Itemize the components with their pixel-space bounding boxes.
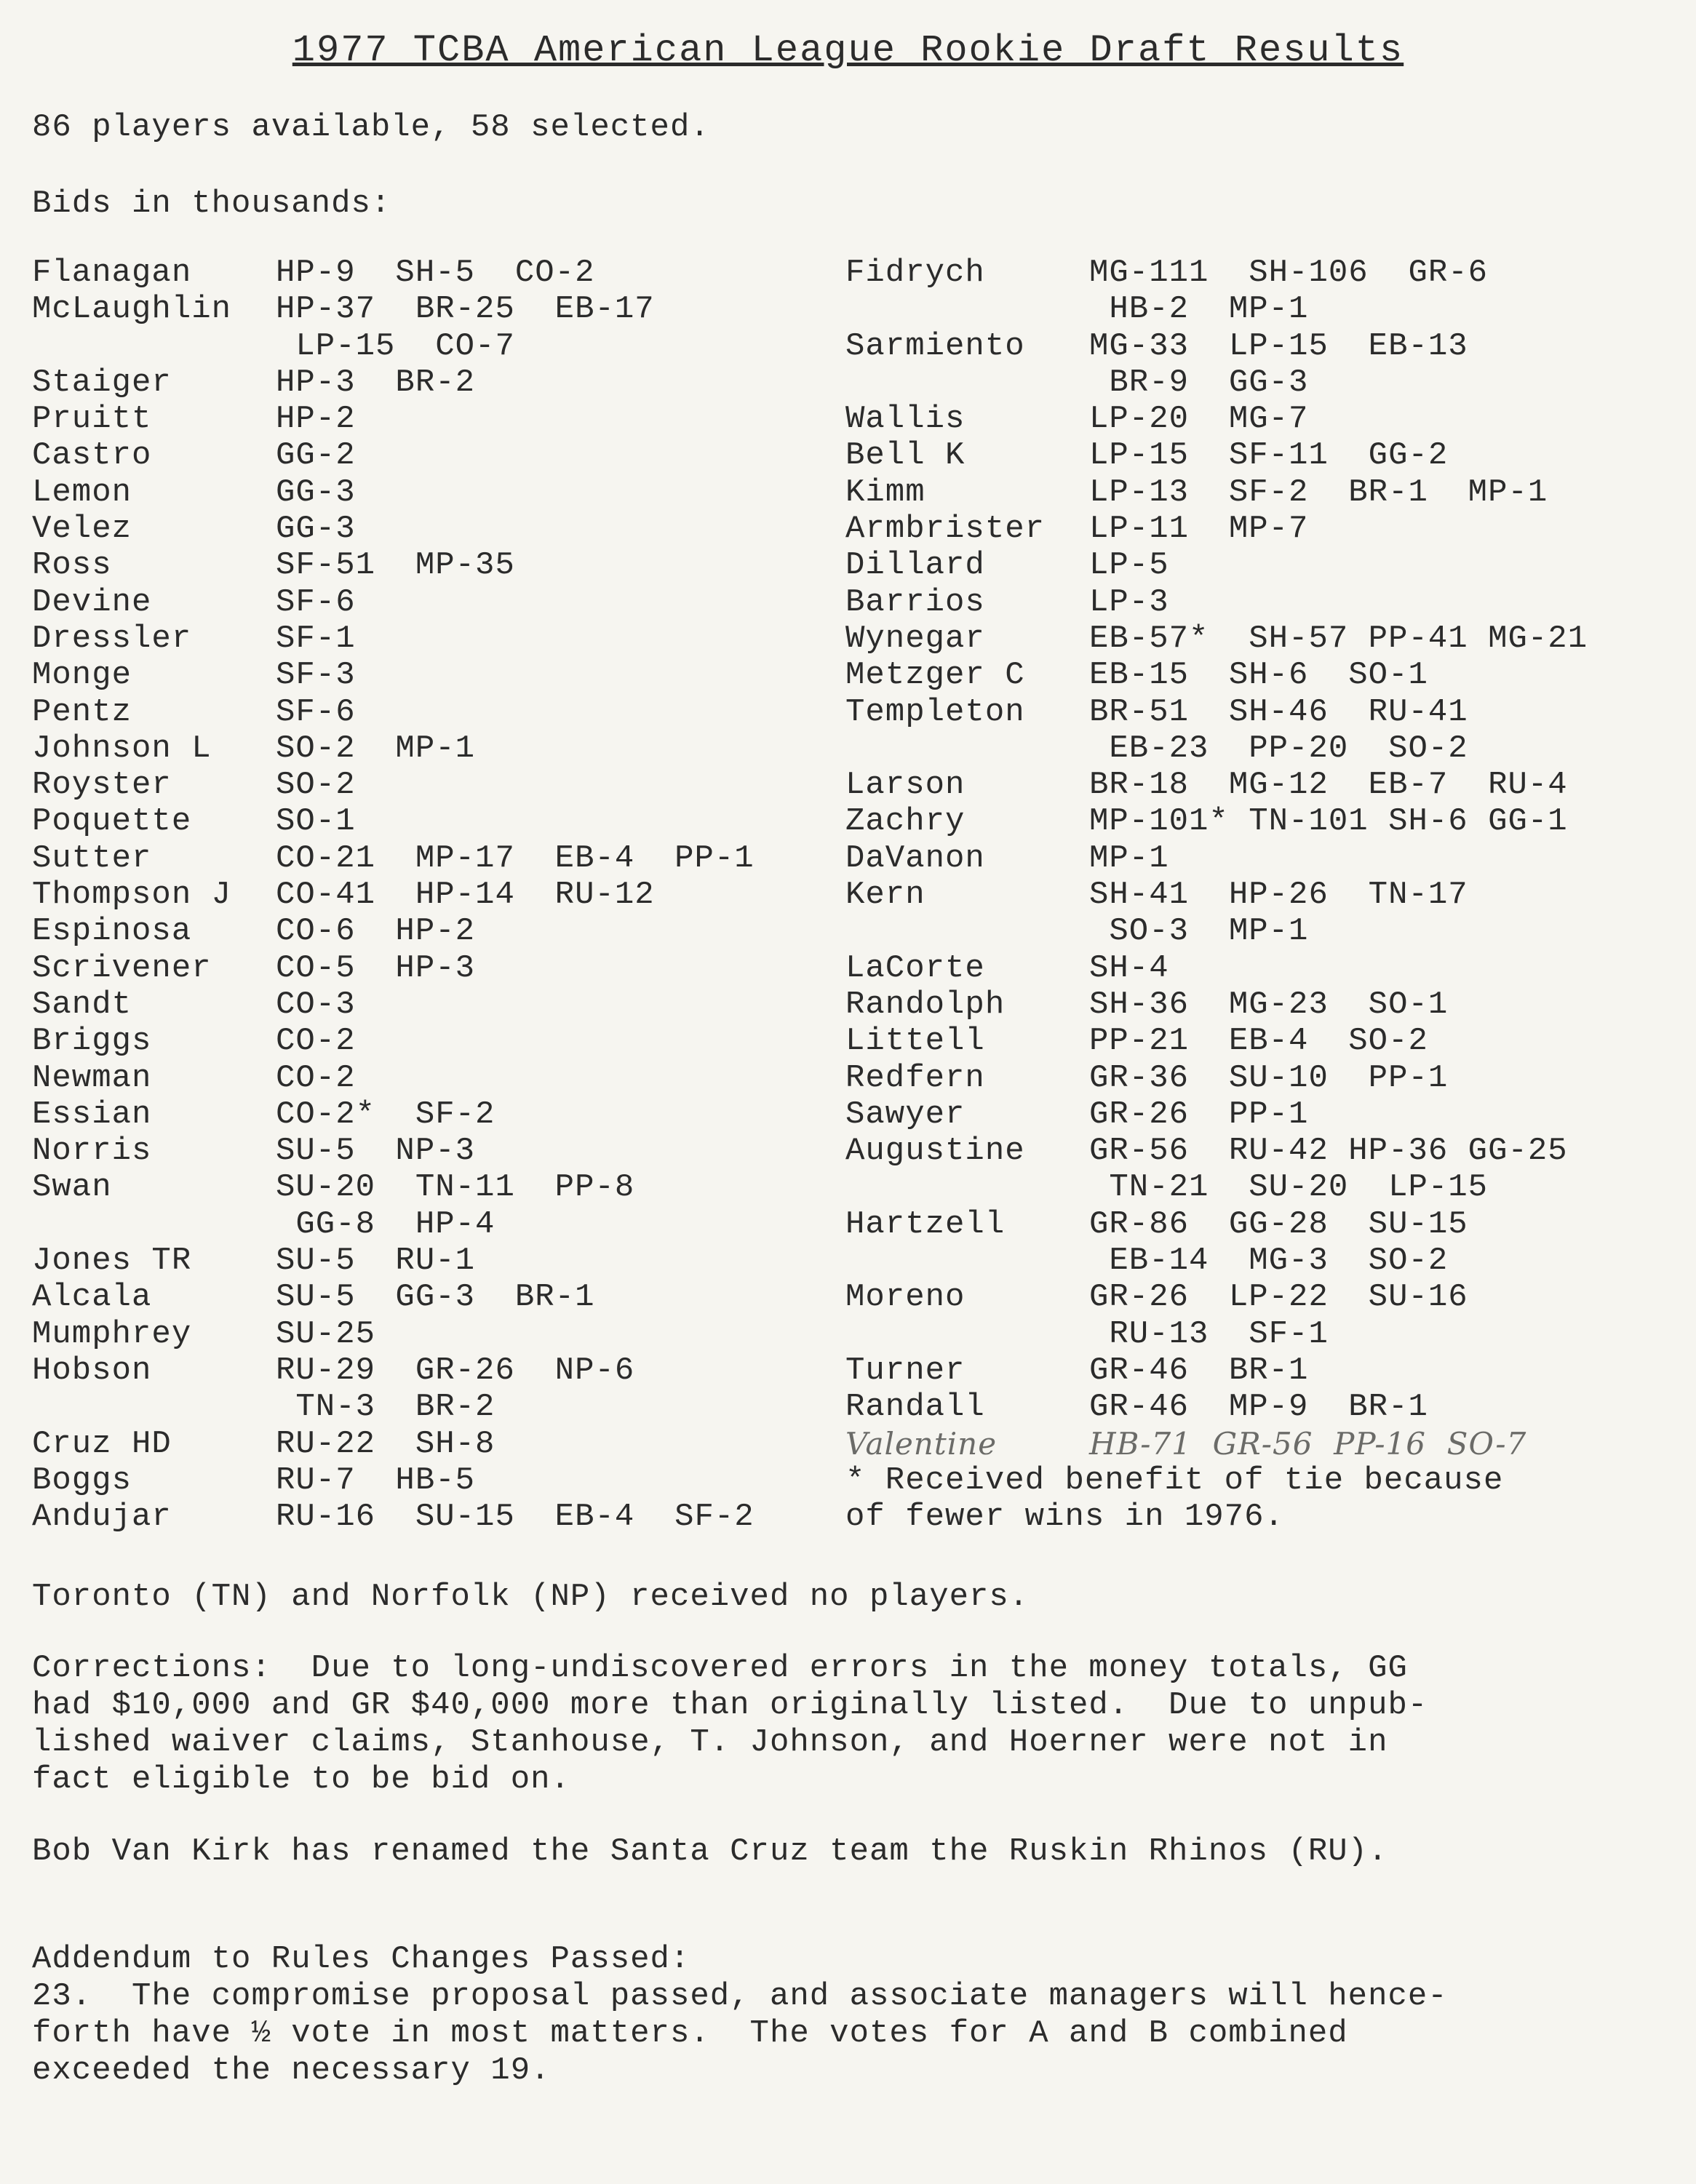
bids-label: Bids in thousands:: [32, 186, 391, 222]
player-bids: GR-46 MP-9 BR-1: [1089, 1389, 1428, 1426]
player-name: Turner: [845, 1352, 966, 1389]
player-name: Sandt: [32, 986, 132, 1023]
player-bids: SH-36 MG-23 SO-1: [1089, 986, 1449, 1023]
player-name: Briggs: [32, 1023, 152, 1060]
player-name: Andujar: [32, 1499, 172, 1536]
player-bids: HP-37 BR-25 EB-17: [276, 291, 655, 328]
player-name: Ross: [32, 547, 112, 584]
player-name: Johnson L: [32, 730, 212, 767]
rename-note: Bob Van Kirk has renamed the Santa Cruz team the Ruskin Rhinos (RU).: [32, 1833, 1388, 1870]
player-bids: CO-21 MP-17 EB-4 PP-1: [276, 840, 755, 877]
player-bids: SO-2: [276, 767, 356, 804]
player-name: Boggs: [32, 1462, 132, 1499]
player-bids: SU-25: [276, 1315, 376, 1352]
player-bids: MP-1: [1089, 840, 1169, 877]
player-bids: MP-101* TN-101 SH-6 GG-1: [1089, 803, 1568, 840]
player-bids: GG-3: [276, 474, 356, 511]
summary-line: 86 players available, 58 selected.: [32, 109, 710, 146]
page-title: 1977 TCBA American League Rookie Draft Results: [292, 29, 1404, 72]
player-bids: CO-5 HP-3: [276, 949, 476, 987]
player-name: Scrivener: [32, 949, 212, 987]
player-bids: SU-5 GG-3 BR-1: [276, 1279, 595, 1316]
player-bids: MG-33 LP-15 EB-13: [1089, 327, 1468, 364]
player-name: Armbrister: [845, 511, 1046, 548]
player-bids: LP-15 CO-7: [276, 327, 515, 364]
player-name: Kern: [845, 877, 925, 914]
player-name: Newman: [32, 1059, 152, 1096]
player-name: Espinosa: [32, 913, 192, 950]
player-bids: SO-2 MP-1: [276, 730, 476, 767]
player-name: Mumphrey: [32, 1315, 192, 1352]
player-bids: LP-11 MP-7: [1089, 511, 1309, 548]
player-name: Flanagan: [32, 255, 192, 291]
player-bids: EB-23 PP-20 SO-2: [1089, 730, 1468, 767]
player-name: LaCorte: [845, 949, 985, 987]
player-bids: CO-2: [276, 1059, 356, 1096]
player-bids: LP-5: [1089, 547, 1169, 584]
player-bids: SF-1: [276, 620, 356, 657]
corrections-line: Corrections: Due to long-undiscovered errors in the money totals, GG: [32, 1650, 1408, 1686]
player-bids: RU-7 HB-5: [276, 1462, 476, 1499]
corrections-line: had $10,000 and GR $40,000 more than originally listed. Due to unpub-: [32, 1687, 1428, 1723]
player-name: Barrios: [845, 583, 985, 621]
player-name: Velez: [32, 511, 132, 548]
player-bids: LP-3: [1089, 583, 1169, 621]
player-bids: GR-46 BR-1: [1089, 1352, 1309, 1389]
player-name: Castro: [32, 437, 152, 474]
player-bids: RU-29 GR-26 NP-6: [276, 1352, 635, 1389]
player-bids: CO-2: [276, 1023, 356, 1060]
player-name: * Received benefit of tie because: [845, 1462, 1504, 1499]
addendum-heading: Addendum to Rules Changes Passed:: [32, 1941, 690, 1977]
player-name: Staiger: [32, 364, 172, 401]
player-name: Moreno: [845, 1279, 966, 1316]
player-name: McLaughlin: [32, 291, 232, 328]
player-bids: HP-2: [276, 401, 356, 438]
player-name: Swan: [32, 1169, 112, 1206]
player-bids: EB-15 SH-6 SO-1: [1089, 657, 1428, 694]
player-name: Alcala: [32, 1279, 152, 1316]
addendum-line: exceeded the necessary 19.: [32, 2052, 551, 2089]
player-bids: EB-57* SH-57 PP-41 MG-21: [1089, 620, 1588, 657]
player-name: Royster: [32, 767, 172, 804]
player-bids: LP-13 SF-2 BR-1 MP-1: [1089, 474, 1548, 511]
player-name: Randolph: [845, 986, 1006, 1023]
player-bids: CO-2* SF-2: [276, 1096, 495, 1133]
player-bids: TN-21 SU-20 LP-15: [1089, 1169, 1489, 1206]
player-name: Jones TR: [32, 1243, 192, 1280]
player-bids: CO-41 HP-14 RU-12: [276, 877, 655, 914]
player-bids: HP-3 BR-2: [276, 364, 476, 401]
player-bids: GG-8 HP-4: [276, 1205, 495, 1243]
player-bids: SU-20 TN-11 PP-8: [276, 1169, 635, 1206]
player-bids: GR-56 RU-42 HP-36 GG-25: [1089, 1133, 1568, 1170]
player-bids: CO-6 HP-2: [276, 913, 476, 950]
player-bids: GG-2: [276, 437, 356, 474]
player-bids: HP-9 SH-5 CO-2: [276, 255, 595, 291]
player-name: Lemon: [32, 474, 132, 511]
player-bids: SF-51 MP-35: [276, 547, 515, 584]
player-bids: BR-51 SH-46 RU-41: [1089, 693, 1468, 730]
player-name: DaVanon: [845, 840, 985, 877]
player-bids: GR-86 GG-28 SU-15: [1089, 1205, 1468, 1243]
player-name: Littell: [845, 1023, 985, 1060]
player-bids: SH-41 HP-26 TN-17: [1089, 877, 1468, 914]
player-bids: SH-4: [1089, 949, 1169, 987]
addendum-line: forth have ½ vote in most matters. The votes for A and B combined: [32, 2015, 1348, 2052]
player-bids: EB-14 MG-3 SO-2: [1089, 1243, 1449, 1280]
player-bids: SF-6: [276, 583, 356, 621]
player-bids: SF-3: [276, 657, 356, 694]
player-name: Randall: [845, 1389, 985, 1426]
player-bids: SU-5 RU-1: [276, 1243, 476, 1280]
player-bids: RU-22 SH-8: [276, 1425, 495, 1462]
player-bids: SF-6: [276, 693, 356, 730]
player-name: Larson: [845, 767, 966, 804]
player-name: Hobson: [32, 1352, 152, 1389]
player-bids: PP-21 EB-4 SO-2: [1089, 1023, 1428, 1060]
player-bids: LP-15 SF-11 GG-2: [1089, 437, 1449, 474]
player-name: Cruz HD: [32, 1425, 172, 1462]
player-name: Wallis: [845, 401, 966, 438]
player-name: Bell K: [845, 437, 966, 474]
player-bids: MG-111 SH-106 GR-6: [1089, 255, 1489, 291]
player-bids: SO-3 MP-1: [1089, 913, 1309, 950]
player-name: Kimm: [845, 474, 925, 511]
player-bids: GG-3: [276, 511, 356, 548]
player-name: Fidrych: [845, 255, 985, 291]
player-name: Redfern: [845, 1059, 985, 1096]
player-bids: TN-3 BR-2: [276, 1389, 495, 1426]
player-name: Pentz: [32, 693, 132, 730]
player-name: Sawyer: [845, 1096, 966, 1133]
player-bids: RU-16 SU-15 EB-4 SF-2: [276, 1499, 755, 1536]
player-name: Sarmiento: [845, 327, 1025, 364]
player-name: Poquette: [32, 803, 192, 840]
corrections-line: fact eligible to be bid on.: [32, 1761, 570, 1798]
player-name: Wynegar: [845, 620, 985, 657]
player-bids: BR-9 GG-3: [1089, 364, 1309, 401]
player-name: Essian: [32, 1096, 152, 1133]
player-name: Valentine: [845, 1425, 998, 1462]
player-name: Augustine: [845, 1133, 1025, 1170]
player-name: Devine: [32, 583, 152, 621]
player-bids: HB-2 MP-1: [1089, 291, 1309, 328]
player-name: Metzger C: [845, 657, 1025, 694]
player-bids: RU-13 SF-1: [1089, 1315, 1329, 1352]
player-name: Hartzell: [845, 1205, 1006, 1243]
player-name: Templeton: [845, 693, 1025, 730]
player-name: Pruitt: [32, 401, 152, 438]
player-bids: GR-36 SU-10 PP-1: [1089, 1059, 1449, 1096]
addendum-paragraph: [32, 1941, 1662, 2089]
addendum-line: 23. The compromise proposal passed, and associate managers will hence-: [32, 1978, 1448, 2014]
player-bids: BR-18 MG-12 EB-7 RU-4: [1089, 767, 1568, 804]
player-bids: LP-20 MG-7: [1089, 401, 1309, 438]
player-name: Zachry: [845, 803, 966, 840]
player-name: Thompson J: [32, 877, 232, 914]
player-name: Norris: [32, 1133, 152, 1170]
no-players-note: Toronto (TN) and Norfolk (NP) received no players.: [32, 1579, 1030, 1615]
corrections-line: lished waiver claims, Stanhouse, T. Johnson, and Hoerner were not in: [32, 1724, 1388, 1761]
player-bids: SU-5 NP-3: [276, 1133, 476, 1170]
player-name: Dillard: [845, 547, 985, 584]
player-bids: CO-3: [276, 986, 356, 1023]
player-bids: SO-1: [276, 803, 356, 840]
player-name: of fewer wins in 1976.: [845, 1499, 1284, 1536]
corrections-paragraph: [32, 1650, 1662, 1798]
player-bids: GR-26 LP-22 SU-16: [1089, 1279, 1468, 1316]
player-bids: HB-71 GR-56 PP-16 SO-7: [1089, 1425, 1527, 1462]
player-name: Sutter: [32, 840, 152, 877]
player-bids: GR-26 PP-1: [1089, 1096, 1309, 1133]
player-name: Dressler: [32, 620, 192, 657]
player-name: Monge: [32, 657, 132, 694]
